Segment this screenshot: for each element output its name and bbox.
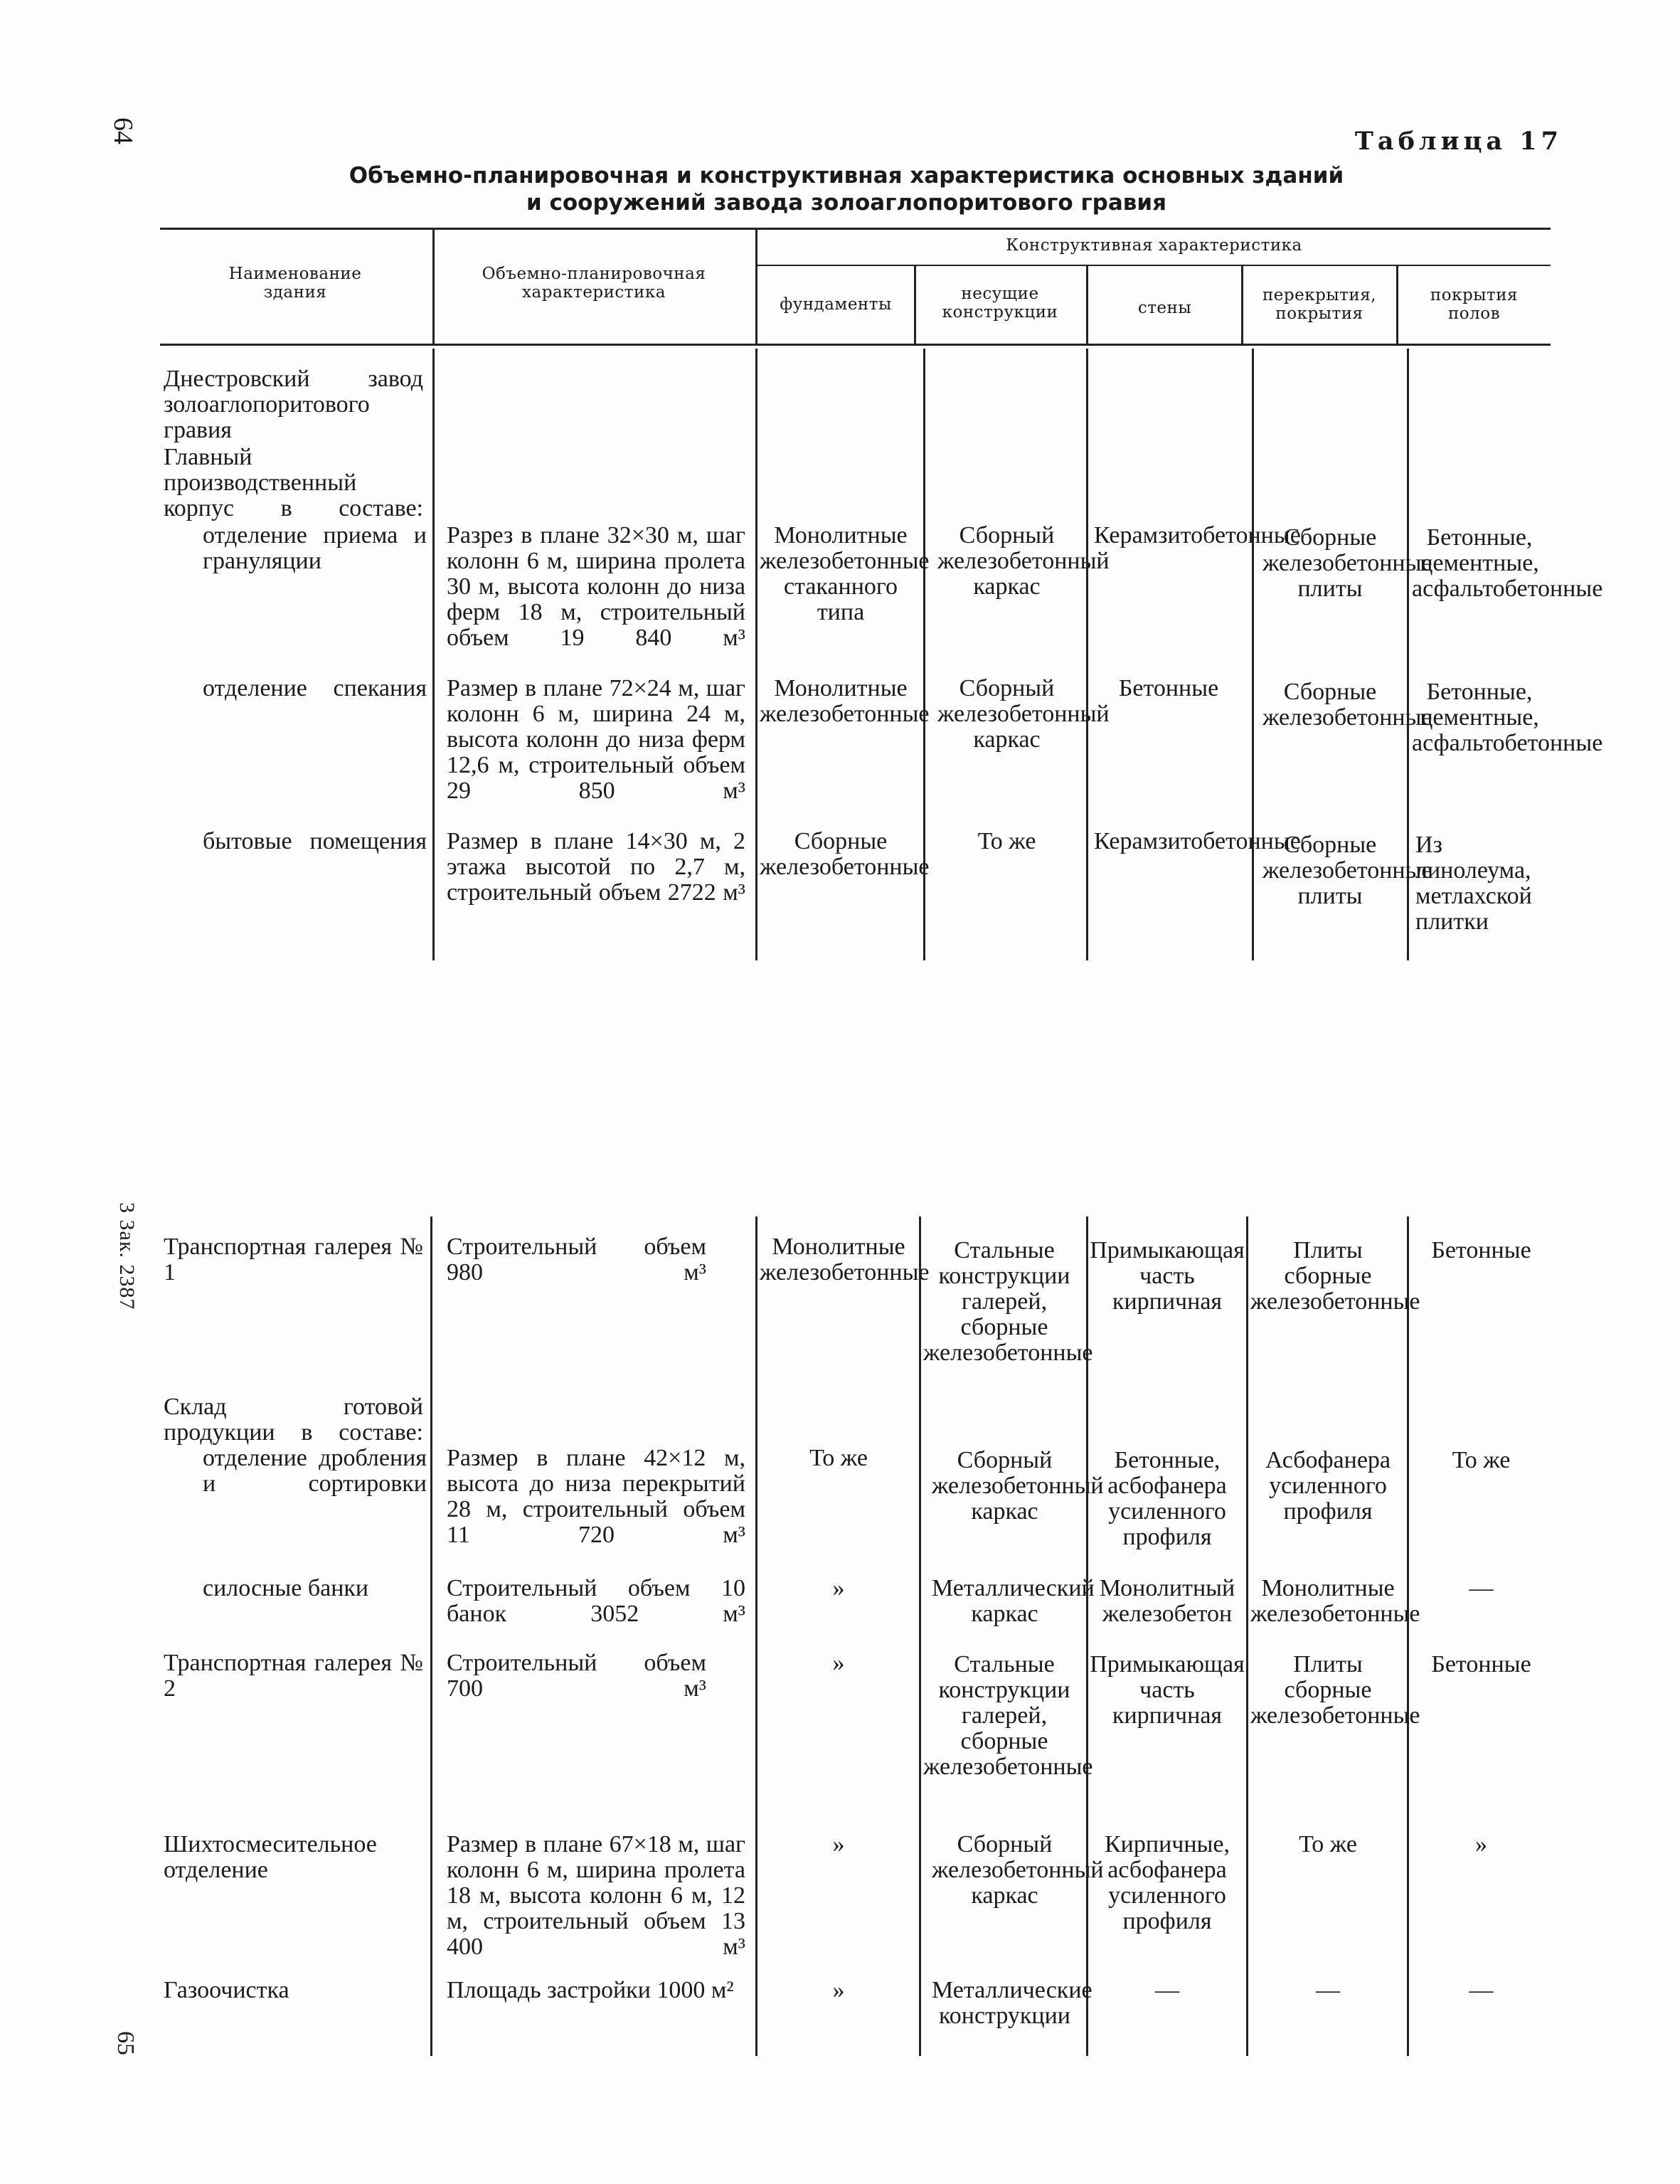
row-bot-3-foundations: То же	[809, 1445, 868, 1471]
row-bot-4-foundations: »	[832, 1575, 845, 1601]
row-bot-6-floor-coverings: »	[1475, 1831, 1487, 1857]
row-bot-1-name: Транспортная галерея № 1	[164, 1234, 423, 1286]
row-top-2-load-bearing: Сборный железобетонный каркас	[937, 675, 1110, 753]
body-vline-2a	[755, 349, 757, 960]
row-top-1-foundations: Монолитные железобетонные стаканного типа	[760, 522, 930, 625]
row-top-1-floor-coverings: Бетонные, цементные, асфальтобетонные	[1412, 524, 1603, 602]
table-label: Таблица 17	[1354, 127, 1563, 156]
row-bot-6-walls: Кирпичные, асбофанера усиленного профиля	[1105, 1831, 1230, 1934]
header-group-rule	[755, 265, 1551, 266]
row-bot-7-foundations: »	[832, 1977, 845, 2003]
header-load-bearing: несущие конструкции	[942, 285, 1058, 322]
row-bot-7-volume: Площадь застройки 1000 м²	[447, 1977, 734, 2003]
row-bot-6-floors-roofs: То же	[1299, 1831, 1357, 1857]
row-bot-3-load-bearing: Сборный железобетонный каркас	[932, 1447, 1104, 1525]
row-bot-7-walls: —	[1155, 1977, 1179, 2003]
row-top-1-floors-roofs: Сборные железобетонные плиты	[1262, 524, 1432, 602]
header-name: Наименование здания	[228, 265, 362, 302]
header-foundations: фундаменты	[780, 295, 892, 314]
hdr-vline-6	[1396, 265, 1398, 344]
row-bot-3-floors-roofs: Асбофанера усиленного профиля	[1265, 1447, 1391, 1525]
page-number-bottom: 65	[112, 2031, 139, 2055]
row-top-2-volume: Размер в плане 72×24 м, шаг колонн 6 м, ширина 24 м, высота колонн до низа ферм 12,6 м, строительный объем 29 850 м³	[447, 675, 745, 804]
row-bot-3-volume: Размер в плане 42×12 м, высота до низа перекрытий 28 м, строительный объем 11 720 м³	[447, 1445, 745, 1548]
row-bot-1-walls: Примыкающая часть кирпичная	[1090, 1237, 1245, 1315]
row-bot-4-name: силосные банки	[203, 1575, 369, 1601]
body-vline-2b	[755, 1216, 757, 2056]
row-top-3-floors-roofs: Сборные железобетонные плиты	[1262, 832, 1432, 909]
row-top-2-name: отделение спекания	[203, 675, 427, 701]
row-bot-6-foundations: »	[832, 1831, 845, 1857]
body-vline-4a	[1086, 349, 1088, 960]
body-vline-1a	[432, 349, 435, 960]
title-line-2: и сооружений завода золоаглопоритового гравия	[526, 190, 1167, 216]
row-bot-5-load-bearing: Стальные конструкции галерей, сборные железобетонные	[923, 1651, 1093, 1780]
row-bot-1-foundations: Монолитные железобетонные	[760, 1234, 930, 1286]
row-top-3-walls: Керамзитобетонные	[1094, 828, 1301, 854]
header-top-rule	[160, 228, 1551, 230]
row-bot-6-name: Шихтосмесительное отделение	[164, 1831, 377, 1883]
header-bottom-rule	[160, 344, 1551, 346]
row-top-1-volume: Разрез в плане 32×30 м, шаг колонн 6 м, ширина пролета 30 м, высота колонн до низа ферм 18 м, строительный объем 19 840 м³	[447, 522, 745, 651]
row-bot-7-load-bearing: Металлические конструкции	[932, 1977, 1092, 2029]
body-vline-1b	[430, 1216, 432, 2056]
row-bot-4-floors-roofs: Монолитные железобетонные	[1250, 1575, 1420, 1627]
body-vline-6b	[1407, 1216, 1409, 2056]
row-top-1-load-bearing: Сборный железобетонный каркас	[937, 522, 1110, 600]
title-line-1: Объемно-планировочная и конструктивная характеристика основных зданий	[349, 163, 1344, 189]
row-top-1-name: отделение приема и грануляции	[203, 522, 427, 574]
row-bot-5-foundations: »	[832, 1650, 845, 1676]
row-bot-5-walls: Примыкающая часть кирпичная	[1090, 1651, 1245, 1729]
header-floors-roofs: перекрытия, покрытия	[1262, 286, 1377, 323]
row-bot-7-name: Газоочистка	[164, 1977, 289, 2003]
row-top-3-volume: Размер в плане 14×30 м, 2 этажа высотой по 2,7 м, строительный объем 2722 м³	[447, 828, 745, 906]
row-top-1-walls: Керамзитобетонные	[1094, 522, 1301, 548]
plant-name: Днестровский завод золоаглопоритового гравия	[164, 366, 423, 443]
header-walls: стены	[1137, 299, 1192, 317]
row-top-3-floor-coverings: Из линолеума, метлахской плитки	[1415, 832, 1532, 935]
order-note: 3 Зак. 2387	[115, 1202, 139, 1310]
row-top-2-walls: Бетонные	[1118, 675, 1219, 701]
hdr-vline-1	[432, 228, 435, 344]
body-vline-5b	[1246, 1216, 1248, 2056]
header-volume: Объемно-планировочная характеристика	[482, 265, 706, 302]
hdr-vline-5	[1241, 265, 1243, 344]
row-bot-1-floor-coverings: Бетонные	[1431, 1237, 1531, 1263]
row-bot-3-name: отделение дробления и сортировки	[203, 1445, 427, 1497]
row-top-2-floors-roofs: Сборные железобетонные	[1262, 679, 1432, 731]
row-bot-1-volume: Строительный объем 980 м³	[447, 1234, 706, 1286]
row-bot-5-volume: Строительный объем 700 м³	[447, 1650, 706, 1702]
header-floor-coverings: покрытия полов	[1430, 286, 1519, 323]
row-top-3-name: бытовые помещения	[203, 828, 427, 854]
row-bot-4-walls: Монолитный железобетон	[1099, 1575, 1235, 1627]
hdr-vline-3	[914, 265, 916, 344]
row-top-2-foundations: Монолитные железобетонные	[760, 675, 930, 727]
row-bot-5-floors-roofs: Плиты сборные железобетонные	[1250, 1651, 1420, 1729]
header-structural-group: Конструктивная характеристика	[1006, 236, 1302, 255]
row-bot-2-name: Склад готовой продукции в составе:	[164, 1394, 423, 1446]
table-title	[178, 162, 1515, 216]
row-bot-5-floor-coverings: Бетонные	[1431, 1651, 1531, 1677]
row-bot-3-walls: Бетонные, асбофанера усиленного профиля	[1107, 1447, 1227, 1550]
row-bot-3-floor-coverings: То же	[1452, 1447, 1511, 1473]
row-bot-1-floors-roofs: Плиты сборные железобетонные	[1250, 1237, 1420, 1315]
row-bot-4-volume: Строительный объем 10 банок 3052 м³	[447, 1575, 745, 1627]
row-bot-7-floor-coverings: —	[1469, 1977, 1494, 2003]
body-vline-5a	[1252, 349, 1254, 960]
body-vline-3b	[919, 1216, 921, 2056]
row-bot-5-name: Транспортная галерея № 2	[164, 1650, 423, 1702]
row-bot-6-load-bearing: Сборный железобетонный каркас	[932, 1831, 1104, 1909]
row-bot-4-load-bearing: Металлический каркас	[932, 1575, 1095, 1627]
row-top-3-load-bearing: То же	[977, 828, 1036, 854]
row-top-3-foundations: Сборные железобетонные	[760, 828, 930, 880]
row-bot-6-volume: Размер в плане 67×18 м, шаг колонн 6 м, ширина пролета 18 м, высота колонн 6 м, 12 м, строительный объем 13 400 м³	[447, 1831, 745, 1960]
building-name: Главный производственный корпус в составе:	[164, 444, 423, 521]
row-bot-7-floors-roofs: —	[1316, 1977, 1340, 2003]
row-bot-1-load-bearing: Стальные конструкции галерей, сборные железобетонные	[923, 1237, 1093, 1366]
row-bot-4-floor-coverings: —	[1469, 1575, 1494, 1601]
row-top-2-floor-coverings: Бетонные, цементные, асфальтобетонные	[1412, 679, 1603, 756]
page-number-top: 64	[108, 117, 138, 144]
